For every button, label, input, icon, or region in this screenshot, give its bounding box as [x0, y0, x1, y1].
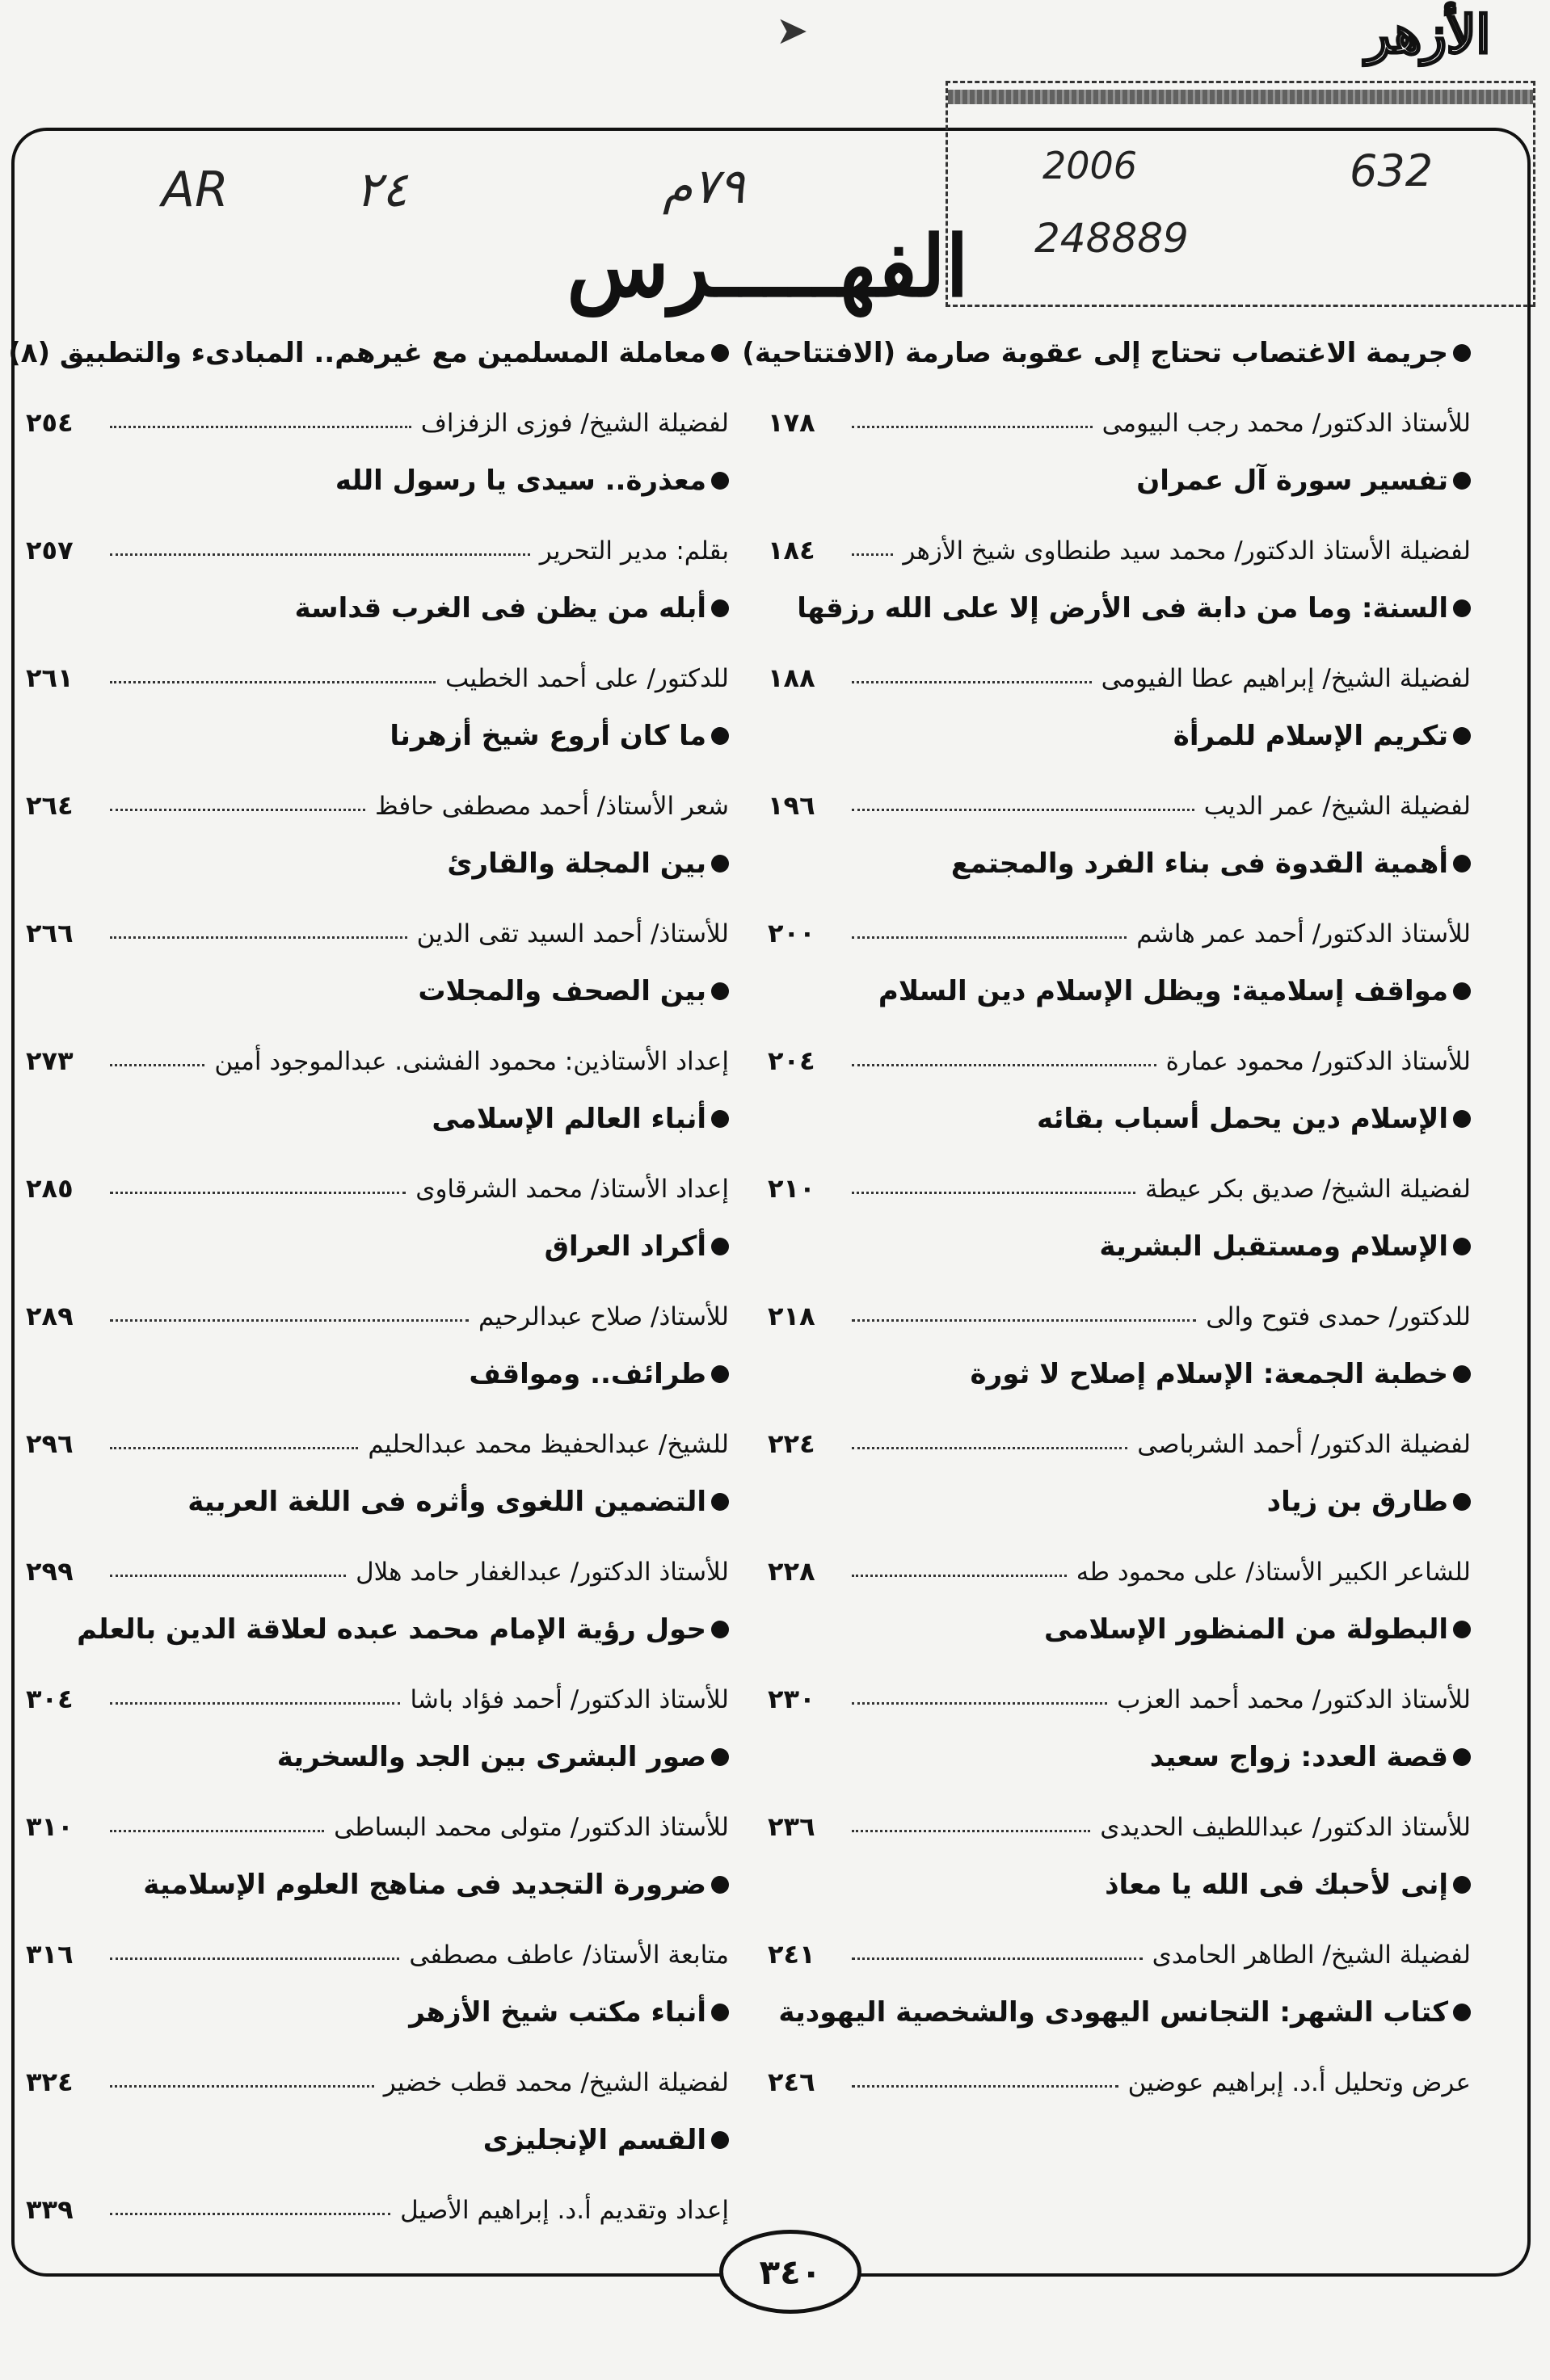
toc-entry-author: لفضيلة الشيخ/ الطاهر الحامدى: [1152, 1941, 1471, 1970]
stamp-accession: 248889: [1034, 215, 1189, 262]
toc-entry-byline: [768, 1913, 1471, 1970]
toc-entry-title: جريمة الاغتصاب تحتاج إلى عقوبة صارمة (الافتتاحية): [742, 337, 1448, 369]
toc-entry-author: بقلم: مدير التحرير: [539, 536, 729, 566]
toc-entry-page: ٢٤٦: [768, 2067, 815, 2097]
toc-entry-byline: [26, 892, 729, 948]
bullet-icon: [1453, 344, 1471, 362]
bullet-icon: [1453, 1493, 1471, 1511]
toc-entry: [768, 1346, 1471, 1474]
toc-entry-author: للأستاذ/ أحمد السيد تقى الدين: [416, 919, 729, 948]
toc-entry-page: ٢٠٠: [768, 918, 815, 948]
toc-entry-heading: [8, 325, 729, 381]
dot-leader: [110, 936, 407, 939]
toc-entry-title: تفسير سورة آل عمران: [1136, 465, 1448, 497]
dot-leader: [110, 681, 436, 683]
toc-entry-author: للأستاذ الدكتور/ محمد أحمد العزب: [1117, 1685, 1471, 1714]
stamp-header-strip: [948, 90, 1533, 104]
toc-entry: [768, 1091, 1471, 1218]
toc-entry-author: لفضيلة الشيخ/ إبراهيم عطا الفيومى: [1101, 664, 1471, 693]
toc-entry-page: ١٧٨: [768, 407, 815, 438]
toc-entry-title: بين المجلة والقارئ: [447, 847, 706, 880]
bullet-icon: [711, 344, 729, 362]
toc-entry-author: للدكتور/ على أحمد الخطيب: [445, 664, 729, 693]
dot-leader: [110, 809, 365, 811]
toc-entry-page: ٣٣٩: [26, 2194, 74, 2225]
bullet-icon: [711, 1621, 729, 1638]
toc-entry: [26, 963, 729, 1091]
toc-entry-title: أهمية القدوة فى بناء الفرد والمجتمع: [950, 847, 1448, 880]
toc-entry-heading: [768, 1346, 1471, 1402]
toc-entry-byline: [26, 1402, 729, 1459]
bullet-icon: [1453, 727, 1471, 745]
toc-entry-title: معاملة المسلمين مع غيرهم.. المبادىء والتطبيق (٨): [8, 337, 706, 369]
toc-entry-byline: [26, 1275, 729, 1331]
toc-entry-heading: [768, 963, 1471, 1020]
bullet-icon: [711, 1876, 729, 1894]
toc-entry-page: ١٨٤: [768, 535, 815, 566]
toc-entry: [768, 1729, 1471, 1856]
toc-entry-byline: [768, 1275, 1471, 1331]
toc-entry: [26, 1856, 729, 1984]
toc-entry-author: متابعة الأستاذ/ عاطف مصطفى: [409, 1941, 729, 1970]
toc-entry-title: تكريم الإسلام للمرأة: [1173, 720, 1448, 752]
toc-entry-author: للأستاذ الدكتور/ محمد رجب البيومى: [1101, 409, 1471, 438]
toc-entry: [26, 452, 729, 580]
toc-entry-page: ٣٠٤: [26, 1684, 74, 1714]
bullet-icon: [711, 855, 729, 873]
toc-entry-title: قصة العدد: زواج سعيد: [1149, 1741, 1448, 1773]
toc-entry-title: بين الصحف والمجلات: [418, 975, 706, 1007]
toc-entry-author: لفضيلة الأستاذ الدكتور/ محمد سيد طنطاوى شيخ الأزهر: [903, 536, 1471, 566]
toc-entry-heading: [26, 1346, 729, 1402]
toc-entry: [26, 2112, 729, 2239]
toc-entry-heading: [768, 1091, 1471, 1147]
dot-leader: [852, 426, 1093, 428]
toc-entry-page: ٢٧٣: [26, 1045, 74, 1076]
toc-entry-author: عرض وتحليل أ.د. إبراهيم عوضين: [1127, 2068, 1471, 2097]
handwritten-code-2: ٢٤: [356, 162, 408, 218]
toc-entry-title: معذرة.. سيدى يا رسول الله: [335, 465, 706, 497]
toc-entry-page: ٢١٨: [768, 1301, 815, 1331]
toc-entry-author: للشيخ/ عبدالحفيظ محمد عبدالحليم: [368, 1430, 729, 1459]
toc-entry-author: للأستاذ الدكتور/ متولى محمد البساطى: [334, 1813, 729, 1842]
toc-entry: [26, 580, 729, 708]
toc-entry-heading: [768, 1729, 1471, 1785]
dot-leader: [110, 1957, 399, 1960]
toc-entry-author: لفضيلة الشيخ/ صديق بكر عيطة: [1144, 1175, 1471, 1204]
dot-leader: [852, 1830, 1090, 1832]
toc-entry: [26, 1091, 729, 1218]
toc-entry-title: حول رؤية الإمام محمد عبده لعلاقة الدين بالعلم: [77, 1613, 706, 1646]
toc-entry-byline: [768, 892, 1471, 948]
dot-leader: [110, 1575, 346, 1577]
bullet-icon: [711, 599, 729, 617]
dot-leader: [852, 1575, 1067, 1577]
handwritten-code-1: AR: [162, 162, 229, 218]
toc-entry-page: ٢٩٩: [26, 1556, 74, 1587]
toc-entry-author: للأستاذ/ صلاح عبدالرحيم: [478, 1302, 729, 1331]
toc-entry-heading: [26, 1474, 729, 1530]
toc-entry-heading: [768, 580, 1471, 637]
toc-entry: [26, 1346, 729, 1474]
toc-entry-author: إعداد الأستاذين: محمود الفشنى. عبدالموجود أمين: [214, 1047, 729, 1076]
dot-leader: [852, 681, 1092, 683]
toc-entry-byline: [768, 381, 1471, 438]
toc-entry: [768, 1984, 1471, 2112]
bullet-icon: [711, 1493, 729, 1511]
toc-entry-heading: [26, 835, 729, 892]
bullet-icon: [1453, 1110, 1471, 1128]
dot-leader: [852, 1192, 1135, 1194]
toc-entry-heading: [26, 2112, 729, 2168]
toc-entry: [26, 708, 729, 835]
stamp-year: 2006: [1042, 144, 1138, 187]
toc-entry-page: ٢٦٦: [26, 918, 74, 948]
toc-entry-title: أنباء العالم الإسلامى: [432, 1103, 706, 1135]
toc-entry-heading: [742, 325, 1471, 381]
toc-entry-author: لفضيلة الدكتور/ أحمد الشرباصى: [1137, 1430, 1471, 1459]
toc-entry-page: ٢٥٤: [26, 407, 74, 438]
toc-entry-author: للشاعر الكبير الأستاذ/ على محمود طه: [1076, 1558, 1471, 1587]
toc-entry-byline: [768, 637, 1471, 693]
toc-entry-byline: [26, 381, 729, 438]
dot-leader: [110, 1319, 469, 1322]
toc-entry-page: ٢١٠: [768, 1173, 815, 1204]
toc-entry: [26, 1218, 729, 1346]
dot-leader: [110, 553, 530, 556]
bullet-icon: [1453, 1238, 1471, 1255]
toc-entry-heading: [768, 708, 1471, 764]
toc-entry-heading: [26, 1218, 729, 1275]
dot-leader: [852, 2085, 1118, 2088]
toc-entry-author: إعداد الأستاذ/ محمد الشرقاوى: [415, 1175, 729, 1204]
toc-entry-heading: [26, 1729, 729, 1785]
toc-entry-page: ٢٥٧: [26, 535, 74, 566]
toc-entry-title: الإسلام ومستقبل البشرية: [1099, 1230, 1448, 1263]
toc-entry-page: ١٩٦: [768, 790, 815, 821]
dot-leader: [110, 426, 411, 428]
toc-entry: [8, 325, 729, 452]
toc-entry-heading: [26, 580, 729, 637]
toc-entry-page: ٣١٠: [26, 1811, 74, 1842]
bullet-icon: [1453, 2004, 1471, 2021]
toc-entry-byline: [26, 764, 729, 821]
toc-entry-title: أنباء مكتب شيخ الأزهر: [409, 1996, 706, 2029]
bullet-icon: [711, 1110, 729, 1128]
toc-entry-title: مواقف إسلامية: ويظل الإسلام دين السلام: [878, 975, 1448, 1007]
bullet-icon: [711, 1238, 729, 1255]
toc-entry-title: أبله من يظن فى الغرب قداسة: [294, 592, 706, 624]
toc-entry-heading: [768, 1218, 1471, 1275]
toc-entry-heading: [26, 452, 729, 509]
toc-entry-byline: [768, 764, 1471, 821]
toc-entry-page: ٢٦١: [26, 662, 74, 693]
toc-entry-heading: [768, 1856, 1471, 1913]
toc-entry-author: للأستاذ الدكتور/ أحمد فؤاد باشا: [410, 1685, 729, 1714]
bullet-icon: [711, 2004, 729, 2021]
dot-leader: [110, 1064, 204, 1066]
toc-entry-page: ٢٢٨: [768, 1556, 815, 1587]
toc-entry-page: ٢٩٦: [26, 1428, 74, 1459]
toc-entry-byline: [768, 1147, 1471, 1204]
toc-entry-heading: [768, 1601, 1471, 1658]
toc-entry-title: السنة: وما من دابة فى الأرض إلا على الله رزقها: [797, 592, 1448, 624]
stamp-number: 632: [1350, 145, 1434, 196]
toc-entry-page: ٣١٦: [26, 1939, 74, 1970]
toc-entry-title: طرائف.. ومواقف: [469, 1358, 706, 1390]
toc-entry-byline: [768, 2041, 1471, 2097]
bullet-icon: [711, 2131, 729, 2149]
page-title: الفهـــــرس: [567, 217, 969, 316]
toc-entry-author: إعداد وتقديم أ.د. إبراهيم الأصيل: [400, 2196, 729, 2225]
toc-entry: [768, 1601, 1471, 1729]
toc-entry-heading: [26, 963, 729, 1020]
bullet-icon: [711, 1748, 729, 1766]
toc-entry-byline: [768, 509, 1471, 566]
toc-entry-page: ٢٣٠: [768, 1684, 815, 1714]
toc-entry-title: ما كان أروع شيخ أزهرنا: [390, 720, 706, 752]
handwritten-code-3: ٧٩م: [663, 158, 745, 215]
toc-entry-page: ٢٨٩: [26, 1301, 74, 1331]
dot-leader: [110, 1702, 400, 1705]
dot-leader: [852, 1447, 1127, 1449]
toc-entry: [26, 1729, 729, 1856]
toc-entry: [742, 325, 1471, 452]
toc-entry-page: ٢٠٤: [768, 1045, 815, 1076]
toc-entry-byline: [26, 1658, 729, 1714]
toc-entry-byline: [26, 2041, 729, 2097]
toc-entry-author: لفضيلة الشيخ/ عمر الديب: [1203, 792, 1471, 821]
bullet-icon: [711, 727, 729, 745]
bullet-icon: [1453, 599, 1471, 617]
toc-entry-page: ٣٢٤: [26, 2067, 74, 2097]
dot-leader: [852, 1319, 1196, 1322]
toc-entry-author: للأستاذ الدكتور/ عبدالغفار حامد هلال: [356, 1558, 729, 1587]
toc-column-left: [8, 325, 729, 2239]
toc-entry: [768, 452, 1471, 580]
toc-entry-byline: [768, 1658, 1471, 1714]
dot-leader: [852, 1702, 1107, 1705]
toc-entry-byline: [26, 509, 729, 566]
toc-entry-heading: [26, 1091, 729, 1147]
library-stamp: [946, 81, 1535, 307]
dot-leader: [110, 2085, 374, 2088]
toc-entry-byline: [768, 1020, 1471, 1076]
dot-leader: [852, 809, 1194, 811]
dot-leader: [110, 1830, 324, 1832]
toc-entry-byline: [26, 2168, 729, 2225]
toc-entry: [768, 580, 1471, 708]
toc-entry-byline: [26, 1020, 729, 1076]
toc-entry-byline: [26, 1785, 729, 1842]
bullet-icon: [1453, 472, 1471, 490]
toc-entry-title: إنى لأحبك فى الله يا معاذ: [1105, 1869, 1448, 1901]
toc-entry-byline: [26, 1530, 729, 1587]
bullet-icon: [1453, 1365, 1471, 1383]
magazine-masthead: الأزهر: [1366, 5, 1491, 65]
dot-leader: [110, 1447, 358, 1449]
toc-entry-title: خطبة الجمعة: الإسلام إصلاح لا ثورة: [970, 1358, 1448, 1390]
toc-entry-byline: [26, 1913, 729, 1970]
toc-entry-title: صور البشرى بين الجد والسخرية: [276, 1741, 706, 1773]
corner-mark-icon: ➤: [776, 8, 809, 53]
toc-entry-author: لفضيلة الشيخ/ فوزى الزفزاف: [420, 409, 729, 438]
toc-entry-heading: [768, 1984, 1471, 2041]
dot-leader: [852, 1064, 1156, 1066]
bullet-icon: [1453, 982, 1471, 1000]
toc-entry-author: شعر الأستاذ/ أحمد مصطفى حافظ: [374, 792, 729, 821]
toc-entry-author: للدكتور/ حمدى فتوح والى: [1206, 1302, 1471, 1331]
toc-entry-title: الإسلام دين يحمل أسباب بقائه: [1036, 1103, 1448, 1135]
toc-entry-author: للأستاذ الدكتور/ محمود عمارة: [1165, 1047, 1471, 1076]
bullet-icon: [711, 982, 729, 1000]
toc-entry-author: للأستاذ الدكتور/ أحمد عمر هاشم: [1136, 919, 1471, 948]
page-number: ٣٤٠: [719, 2230, 861, 2314]
toc-entry-byline: [26, 637, 729, 693]
toc-entry: [768, 708, 1471, 835]
toc-entry-heading: [26, 1984, 729, 2041]
toc-column-right: [742, 325, 1471, 2112]
toc-entry: [768, 1474, 1471, 1601]
toc-entry: [768, 1856, 1471, 1984]
toc-entry: [26, 1984, 729, 2112]
toc-entry-title: كتاب الشهر: التجانس اليهودى والشخصية اليهودية: [778, 1996, 1448, 2029]
toc-entry-heading: [768, 835, 1471, 892]
toc-entry-page: ٢٦٤: [26, 790, 74, 821]
toc-entry-page: ٢٨٥: [26, 1173, 74, 1204]
bullet-icon: [1453, 855, 1471, 873]
toc-entry-page: ١٨٨: [768, 662, 815, 693]
toc-entry-title: التضمين اللغوى وأثره فى اللغة العربية: [187, 1486, 706, 1518]
toc-entry: [768, 963, 1471, 1091]
dot-leader: [110, 2213, 390, 2215]
toc-entry-byline: [768, 1530, 1471, 1587]
dot-leader: [852, 1957, 1143, 1960]
toc-entry-title: طارق بن زياد: [1266, 1486, 1448, 1518]
toc-entry-author: للأستاذ الدكتور/ عبداللطيف الحديدى: [1100, 1813, 1471, 1842]
toc-entry-heading: [768, 1474, 1471, 1530]
bullet-icon: [1453, 1621, 1471, 1638]
bullet-icon: [1453, 1748, 1471, 1766]
toc-entry-heading: [26, 708, 729, 764]
toc-entry-byline: [768, 1402, 1471, 1459]
toc-entry-title: القسم الإنجليزى: [482, 2124, 706, 2156]
toc-entry-heading: [26, 1601, 729, 1658]
toc-entry-heading: [768, 452, 1471, 509]
bullet-icon: [1453, 1876, 1471, 1894]
toc-entry-byline: [768, 1785, 1471, 1842]
toc-entry-author: لفضيلة الشيخ/ محمد قطب خضير: [383, 2068, 729, 2097]
toc-entry: [768, 1218, 1471, 1346]
toc-entry-byline: [26, 1147, 729, 1204]
toc-entry-title: ضرورة التجديد فى مناهج العلوم الإسلامية: [143, 1869, 706, 1901]
dot-leader: [852, 936, 1127, 939]
dot-leader: [852, 553, 893, 556]
bullet-icon: [711, 472, 729, 490]
toc-entry: [26, 1474, 729, 1601]
toc-entry-page: ٢٤١: [768, 1939, 815, 1970]
toc-entry-page: ٢٢٤: [768, 1428, 815, 1459]
toc-entry-title: البطولة من المنظور الإسلامى: [1043, 1613, 1448, 1646]
toc-entry-heading: [26, 1856, 729, 1913]
toc-entry-page: ٢٣٦: [768, 1811, 815, 1842]
toc-entry-title: أكراد العراق: [544, 1230, 706, 1263]
toc-entry: [26, 835, 729, 963]
toc-entry: [768, 835, 1471, 963]
bullet-icon: [711, 1365, 729, 1383]
dot-leader: [110, 1192, 406, 1194]
toc-entry: [26, 1601, 729, 1729]
